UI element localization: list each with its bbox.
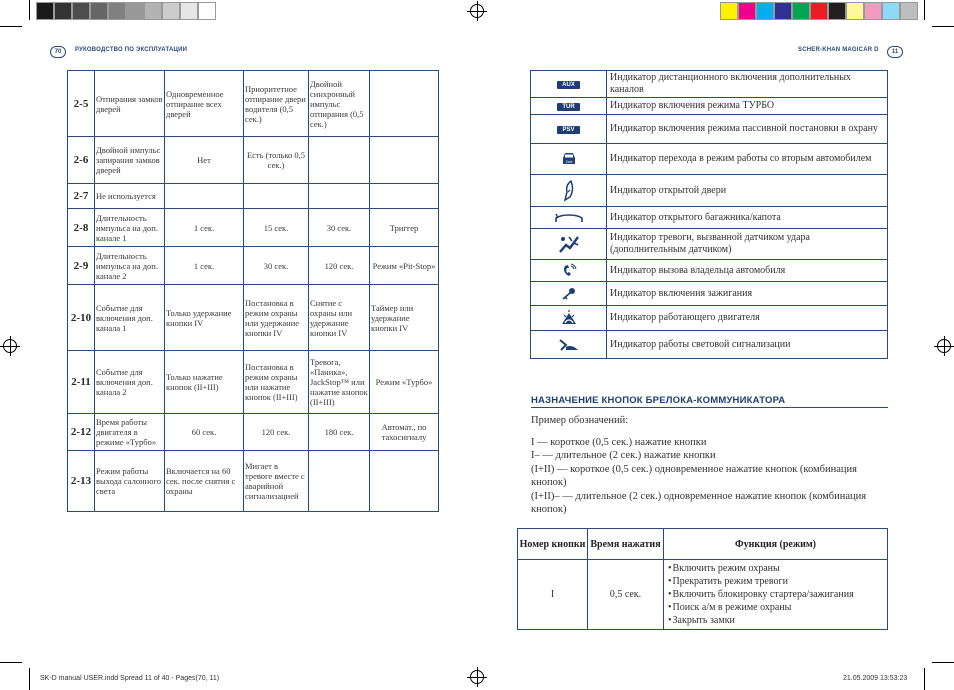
option-4: Автомат., по тахосигналу — [370, 414, 439, 451]
option-3: 120 сек. — [309, 247, 370, 285]
color-swatch — [882, 2, 900, 20]
setting-code: 2-6 — [68, 137, 95, 184]
indicator-description: Индикатор открытого багажника/капота — [607, 207, 888, 229]
section-title: НАЗНАЧЕНИЕ КНОПОК БРЕЛОКА-КОММУНИКАТОРА — [531, 395, 786, 406]
light-signal-icon — [531, 337, 606, 353]
indicator-description: Индикатор включения зажигания — [607, 282, 888, 306]
color-swatch — [828, 2, 846, 20]
option-1: 1 сек. — [165, 247, 244, 285]
indicator-description: Индикатор включения режима ТУРБО — [607, 98, 888, 115]
option-4 — [370, 137, 439, 184]
color-swatch — [846, 2, 864, 20]
gray-swatch — [90, 2, 108, 20]
timestamp: 21.05.2009 13:53:23 — [843, 675, 908, 682]
ignition-key-icon — [531, 287, 606, 301]
option-4: Таймер или удержание кнопки IV — [370, 285, 439, 351]
option-3: Снятие с охраны или удержание кнопки IV — [309, 285, 370, 351]
indicator-icon-cell — [531, 282, 607, 306]
indicator-row — [531, 331, 888, 359]
button-number: I — [518, 560, 588, 630]
option-1: Нет — [165, 137, 244, 184]
function-list — [664, 560, 888, 630]
color-swatch — [810, 2, 828, 20]
gray-swatch — [198, 2, 216, 20]
option-1: Только удержание кнопки IV — [165, 285, 244, 351]
option-3 — [309, 137, 370, 184]
setting-code: 2-11 — [68, 351, 95, 414]
color-swatch-bar — [720, 2, 918, 20]
option-1 — [165, 184, 244, 209]
option-2 — [244, 184, 309, 209]
indicator-description: Индикатор дистанционного включения дополнительных каналов — [607, 71, 888, 98]
crop-mark — [924, 668, 925, 690]
indicator-icon-cell — [531, 71, 607, 98]
setting-code: 2-10 — [68, 285, 95, 351]
gray-swatch — [36, 2, 54, 20]
indicator-icon-cell — [531, 306, 607, 331]
setting-name: Не используется — [95, 184, 165, 209]
crop-mark — [924, 0, 925, 20]
function-item: • Поиск а/м в режиме охраны — [668, 601, 883, 614]
function-item: • Включить блокировку стартера/зажигания — [668, 588, 883, 601]
settings-row — [68, 285, 439, 351]
option-1: 1 сек. — [165, 209, 244, 247]
color-swatch — [720, 2, 738, 20]
option-2: 15 сек. — [244, 209, 309, 247]
indicator-row — [531, 229, 888, 260]
function-item: • Включить режим охраны — [668, 562, 883, 575]
header-button-number: Номер кнопки — [518, 529, 588, 560]
settings-row — [68, 247, 439, 285]
gray-swatch-bar — [36, 2, 216, 20]
color-swatch — [864, 2, 882, 20]
indicator-icon-cell — [531, 331, 607, 359]
option-1: Одновременное отпирание всех дверей — [165, 71, 244, 137]
indicator-description: Индикатор вызова владельца автомобиля — [607, 260, 888, 282]
gray-swatch — [162, 2, 180, 20]
option-4: Триггер — [370, 209, 439, 247]
notation-legend — [531, 414, 888, 517]
shock-alarm-icon — [531, 234, 606, 254]
indicator-icon-cell — [531, 115, 607, 144]
function-row — [518, 560, 888, 630]
legend-item: (I+II)– — длительное (2 сек.) одновременное нажатие кнопок (комбинация кнопок) — [531, 490, 867, 515]
registration-mark-left — [3, 339, 17, 353]
crop-mark — [0, 26, 22, 27]
option-1: Включается на 60 сек. после снятия с охраны — [165, 451, 244, 512]
option-2: Мигает в тревоге вместе с аварийной сигнализацией — [244, 451, 309, 512]
indicator-description: Индикатор работы световой сигнализации — [607, 331, 888, 359]
setting-code: 2-13 — [68, 451, 95, 512]
option-4: Режим «Турбо» — [370, 351, 439, 414]
open-trunk-icon — [531, 212, 606, 224]
indicator-icon-cell — [531, 98, 607, 115]
crop-mark — [932, 662, 954, 663]
color-swatch — [792, 2, 810, 20]
section-divider — [531, 407, 888, 408]
legend-item: I — короткое (0,5 сек.) нажатие кнопки — [531, 436, 707, 448]
option-4 — [370, 184, 439, 209]
setting-code: 2-12 — [68, 414, 95, 451]
legend-item: (I+II) — короткое (0,5 сек.) одновременное нажатие кнопок (комбинация кнопок) — [531, 463, 857, 488]
function-item: • Закрыть замки — [668, 614, 883, 627]
settings-row — [68, 351, 439, 414]
gray-swatch — [180, 2, 198, 20]
indicator-icon-cell — [531, 207, 607, 229]
option-2: 120 сек. — [244, 414, 309, 451]
color-swatch — [738, 2, 756, 20]
tur-badge-icon: TUR — [557, 103, 580, 111]
indicator-row — [531, 98, 888, 115]
setting-name: Длительность импульса на доп. канале 2 — [95, 247, 165, 285]
option-2: 30 сек. — [244, 247, 309, 285]
indicator-row — [531, 282, 888, 306]
crop-mark — [29, 668, 30, 690]
setting-code: 2-7 — [68, 184, 95, 209]
setting-name: Событие для включения доп. канала 2 — [95, 351, 165, 414]
indicator-description: Индикатор открытой двери — [607, 175, 888, 207]
indicator-row — [531, 306, 888, 331]
option-3: Тревога, «Паника», JackStop™ или нажатие кнопок (II+III) — [309, 351, 370, 414]
indicator-row — [531, 207, 888, 229]
legend-item: I– — длительное (2 сек.) нажатие кнопки — [531, 450, 716, 461]
gray-swatch — [144, 2, 162, 20]
owner-call-icon — [531, 263, 606, 279]
color-swatch — [900, 2, 918, 20]
option-4 — [370, 451, 439, 512]
option-2: Постановка в режим охраны или нажатие кнопок (II+III) — [244, 351, 309, 414]
option-4 — [370, 71, 439, 137]
settings-row — [68, 451, 439, 512]
indicator-description: Индикатор включения режима пассивной постановки в охрану — [607, 115, 888, 144]
option-3: Двойной синхронный импульс отпирания (0,5 сек.) — [309, 71, 370, 137]
setting-code: 2-5 — [68, 71, 95, 137]
file-info: SK-D manual USER.indd Spread 11 of 40 - Pages(70, 11) — [40, 675, 220, 682]
function-item: • Прекратить режим тревоги — [668, 575, 883, 588]
indicator-description: Индикатор тревоги, вызванной датчиком удара (дополнительным датчиком) — [607, 229, 888, 260]
left-page-number: 70 — [50, 46, 66, 58]
header-press-time: Время нажатия — [588, 529, 664, 560]
gray-swatch — [126, 2, 144, 20]
setting-name: Отпирания замков дверей — [95, 71, 165, 137]
setting-name: Режим работы выхода салонного света — [95, 451, 165, 512]
settings-row — [68, 209, 439, 247]
crop-mark — [0, 662, 22, 663]
registration-mark-bottom — [470, 670, 484, 684]
option-4: Режим «Pit-Stop» — [370, 247, 439, 285]
settings-row — [68, 184, 439, 209]
crop-mark — [29, 0, 30, 20]
engine-running-icon — [531, 309, 606, 327]
svg-text:2nd: 2nd — [565, 159, 572, 164]
right-running-head: SCHER-KHAN MAGICAR D — [798, 47, 879, 53]
option-3 — [309, 184, 370, 209]
registration-mark-right — [937, 339, 951, 353]
color-swatch — [774, 2, 792, 20]
aux-badge-icon: AUX — [557, 81, 580, 89]
setting-name: Длительность импульса на доп. канале 1 — [95, 209, 165, 247]
crop-mark — [932, 26, 954, 27]
indicator-row — [531, 260, 888, 282]
press-time: 0,5 сек. — [588, 560, 664, 630]
option-2: Приоритетное отпирание двери водителя (0,5 сек.) — [244, 71, 309, 137]
header-function: Функция (режим) — [664, 529, 888, 560]
indicator-row — [531, 144, 888, 175]
gray-swatch — [72, 2, 90, 20]
gray-swatch — [54, 2, 72, 20]
open-door-icon — [531, 180, 606, 202]
setting-name: Время работы двигателя в режиме «Турбо» — [95, 414, 165, 451]
setting-code: 2-8 — [68, 209, 95, 247]
indicator-icon-cell — [531, 144, 607, 175]
indicator-row — [531, 71, 888, 98]
indicator-row — [531, 115, 888, 144]
option-1: Только нажатие кнопок (II+III) — [165, 351, 244, 414]
second-car-icon — [531, 150, 606, 168]
option-1: 60 сек. — [165, 414, 244, 451]
registration-mark-top — [470, 4, 484, 18]
indicator-description: Индикатор работающего двигателя — [607, 306, 888, 331]
option-3 — [309, 451, 370, 512]
gray-swatch — [108, 2, 126, 20]
settings-row — [68, 137, 439, 184]
psv-badge-icon: PSV — [557, 126, 580, 134]
settings-row — [68, 71, 439, 137]
settings-table — [67, 70, 439, 512]
indicator-row — [531, 175, 888, 207]
option-2: Есть (только 0,5 сек.) — [244, 137, 309, 184]
settings-row — [68, 414, 439, 451]
button-function-table — [517, 528, 888, 630]
setting-name: Событие для включения доп. канала 1 — [95, 285, 165, 351]
indicator-icon-cell — [531, 175, 607, 207]
setting-code: 2-9 — [68, 247, 95, 285]
indicator-icon-cell — [531, 260, 607, 282]
option-3: 180 сек. — [309, 414, 370, 451]
indicator-table — [530, 70, 888, 359]
right-page-number: 11 — [887, 46, 903, 58]
indicator-description: Индикатор перехода в режим работы со вторым автомобилем — [607, 144, 888, 175]
left-running-head: РУКОВОДСТВО ПО ЭКСПЛУАТАЦИИ — [75, 47, 188, 53]
option-3: 30 сек. — [309, 209, 370, 247]
setting-name: Двойной импульс запирания замков дверей — [95, 137, 165, 184]
indicator-icon-cell — [531, 229, 607, 260]
legend-intro: Пример обозначений: — [531, 415, 629, 426]
color-swatch — [756, 2, 774, 20]
option-2: Постановка в режим охраны или удержание кнопки IV — [244, 285, 309, 351]
